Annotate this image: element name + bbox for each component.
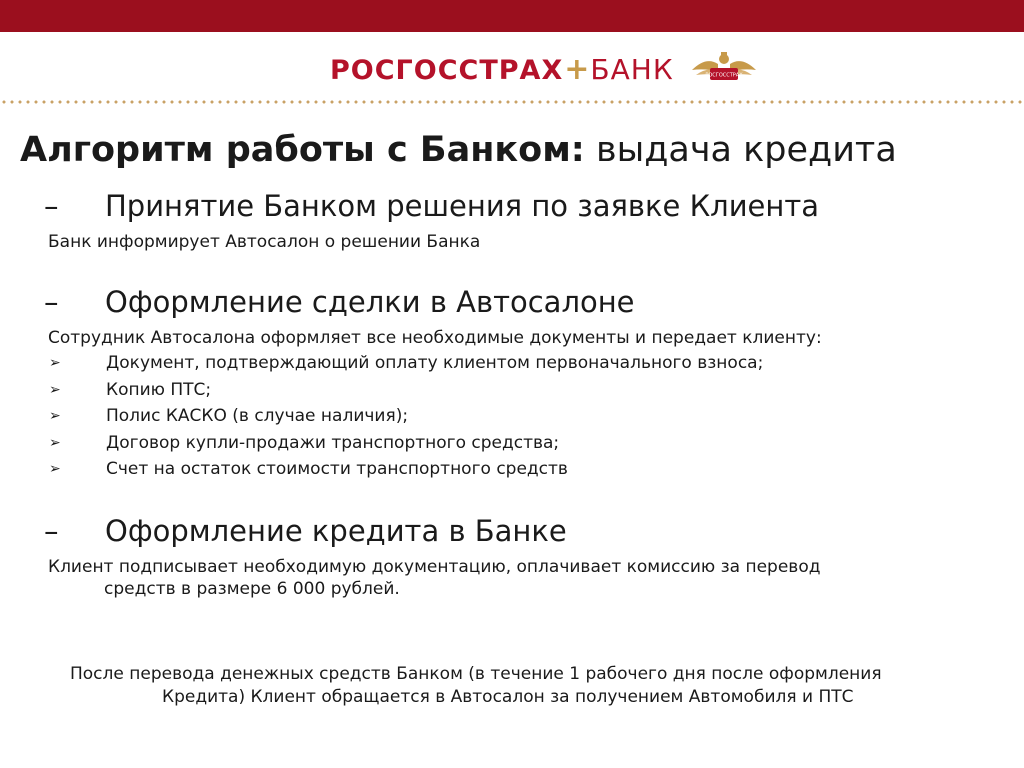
list-item-text: Документ, подтверждающий оплату клиентом первоначального взноса; <box>106 353 764 373</box>
section-3-text-line1: Клиент подписывает необходимую документацию, оплачивает комиссию за перевод <box>48 557 821 577</box>
eagle-emblem-icon <box>688 50 760 86</box>
heading-text: Оформление кредита в Банке <box>105 514 567 548</box>
title-rest: выдача кредита <box>584 130 897 170</box>
dash-marker: – <box>44 514 59 548</box>
section-1-text: Банк информирует Автосалон о решении Банка <box>48 232 481 252</box>
footer-note-line1: После перевода денежных средств Банком (в течение 1 рабочего дня после оформления <box>70 664 882 684</box>
dash-marker: – <box>44 189 59 223</box>
logo-main-text: РОСГОССТРАХ <box>330 54 564 86</box>
arrow-bullet-icon: ➢ <box>49 435 61 451</box>
logo-plus: + <box>564 52 590 87</box>
title-bold: Алгоритм работы с Банком: <box>20 130 585 170</box>
list-item-text: Копию ПТС; <box>106 380 212 400</box>
list-item-text: Договор купли-продажи транспортного средства; <box>106 433 560 453</box>
list-item-text: Счет на остаток стоимости транспортного средств <box>106 459 568 479</box>
arrow-bullet-icon: ➢ <box>49 461 61 477</box>
page-title <box>20 128 897 172</box>
logo-bank-text: БАНК <box>590 53 674 86</box>
heading-text: Оформление сделки в Автосалоне <box>105 285 635 319</box>
section-3-text-line2: средств в размере 6 000 рублей. <box>104 579 400 599</box>
emblem-text: РОСГОССТРАХ <box>705 72 743 79</box>
dash-marker: – <box>44 285 59 319</box>
arrow-bullet-icon: ➢ <box>49 355 61 371</box>
top-brand-bar <box>0 0 1024 32</box>
arrow-bullet-icon: ➢ <box>49 382 61 398</box>
arrow-bullet-icon: ➢ <box>49 408 61 424</box>
bank-logo <box>330 50 674 90</box>
heading-text: Принятие Банком решения по заявке Клиента <box>105 189 820 223</box>
section-2-text: Сотрудник Автосалона оформляет все необходимые документы и передает клиенту: <box>48 328 822 348</box>
dotted-divider <box>0 100 1024 104</box>
list-item-text: Полис КАСКО (в случае наличия); <box>106 406 409 426</box>
footer-note-line2: Кредита) Клиент обращается в Автосалон за получением Автомобиля и ПТС <box>162 687 854 707</box>
